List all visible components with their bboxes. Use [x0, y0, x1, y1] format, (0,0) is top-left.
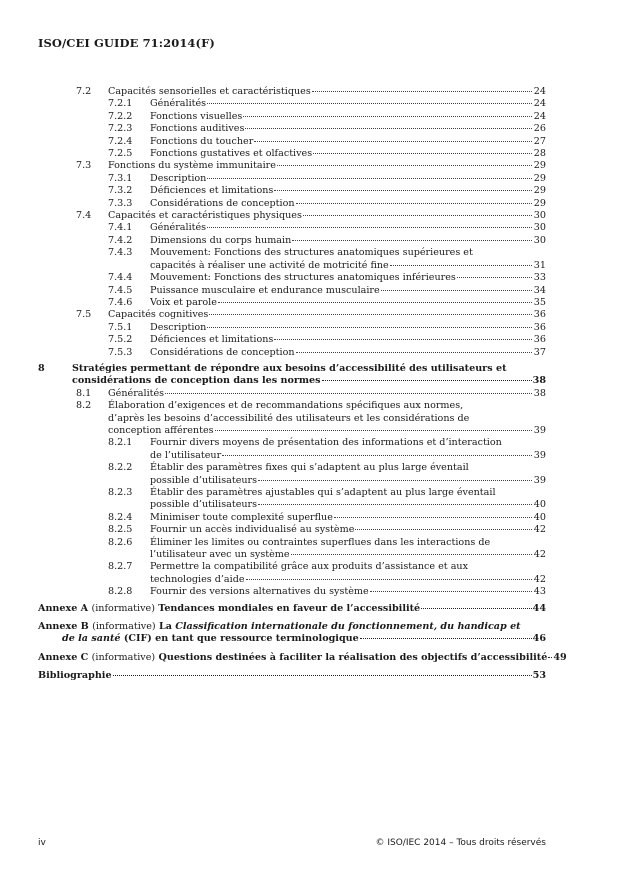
toc-entry[interactable]: [38, 537, 546, 562]
annex-label: Annexe A: [38, 602, 89, 614]
dot-leader: [258, 504, 532, 505]
dot-leader: [246, 579, 532, 580]
toc-entry[interactable]: [38, 586, 546, 598]
dot-leader: [291, 554, 532, 555]
page-ref[interactable]: 39: [533, 474, 546, 486]
section-title: Élaboration d’exigences et de recommandations spécifiques aux normes,: [108, 400, 464, 412]
annex-title: de la santé (CIF) en tant que ressource terminologique: [62, 633, 359, 645]
dot-leader: [207, 103, 532, 104]
section-title: l’utilisateur avec un système: [150, 549, 290, 561]
toc-entry[interactable]: [38, 111, 546, 123]
page-ref[interactable]: 35: [533, 296, 546, 308]
section-number: 7.3.3: [108, 197, 133, 209]
toc-entry[interactable]: [38, 437, 546, 462]
dot-leader: [355, 529, 532, 530]
annex-entry[interactable]: [38, 621, 546, 646]
page-ref[interactable]: 44: [532, 602, 546, 614]
section-number: 8.2.4: [108, 511, 133, 523]
section-number: 7.5: [76, 309, 92, 321]
page-ref[interactable]: 30: [533, 222, 546, 234]
toc-entry[interactable]: [38, 309, 546, 321]
section-number: 8.2.5: [108, 524, 133, 536]
document-id: ISO/CEI GUIDE 71:2014(F): [38, 36, 215, 50]
page-ref[interactable]: 42: [533, 573, 546, 585]
page-ref[interactable]: 40: [533, 499, 546, 511]
section-title: possible d’utilisateurs: [150, 474, 258, 486]
section-title: Description: [150, 321, 207, 333]
section-title: Capacités cognitives: [108, 309, 209, 321]
page-ref[interactable]: 24: [533, 86, 546, 97]
section-title: Puissance musculaire et endurance musculaire: [150, 284, 380, 296]
page-ref[interactable]: 37: [533, 346, 546, 358]
toc-entry[interactable]: [38, 334, 546, 346]
toc-entry[interactable]: [38, 160, 546, 172]
page-ref[interactable]: 38: [533, 387, 546, 399]
dot-leader: [207, 227, 532, 228]
page-ref[interactable]: 34: [533, 284, 546, 296]
page-ref[interactable]: 40: [533, 511, 546, 523]
dot-leader: [207, 327, 532, 328]
toc-entry[interactable]: [38, 235, 546, 247]
section-number: 7.2.3: [108, 123, 133, 135]
dot-leader: [457, 277, 532, 278]
dot-leader: [292, 240, 532, 241]
toc-entry[interactable]: [38, 524, 546, 536]
page-ref[interactable]: 26: [533, 123, 546, 135]
section-title: Stratégies permettant de répondre aux besoins d’accessibilité des utilisateurs et: [72, 362, 507, 374]
section-number: 7.5.2: [108, 334, 133, 346]
section-number: 8.2.6: [108, 536, 133, 548]
page-ref[interactable]: 46: [532, 633, 546, 645]
page-ref[interactable]: 38: [532, 375, 546, 387]
section-number: 7.3: [76, 160, 92, 172]
section-number: 7.5.1: [108, 321, 133, 333]
dot-leader: [254, 141, 532, 142]
section-title: Éliminer les limites ou contraintes superflues dans les interactions de: [150, 536, 491, 548]
section-title: Fonctions visuelles: [150, 110, 243, 122]
toc-entry[interactable]: [38, 272, 546, 284]
toc-entry[interactable]: [38, 185, 546, 197]
page-ref[interactable]: 36: [533, 309, 546, 321]
section-title: technologies d’aide: [150, 573, 245, 585]
dot-leader: [322, 380, 532, 381]
section-number: 7.4: [76, 210, 92, 222]
page-ref[interactable]: 39: [533, 424, 546, 436]
section-title: considérations de conception dans les normes: [72, 375, 321, 387]
section-number: 7.2.2: [108, 110, 133, 122]
section-title: Fournir des versions alternatives du système: [150, 586, 369, 598]
section-title: Généralités: [150, 222, 207, 234]
section-title: Fonctions du toucher: [150, 135, 254, 147]
section-title: Déficiences et limitations: [150, 185, 274, 197]
dot-leader: [312, 91, 532, 92]
annex-type: (informative): [91, 651, 156, 663]
page-ref[interactable]: 30: [533, 210, 546, 222]
dot-leader: [207, 178, 532, 179]
toc-entry[interactable]: [38, 285, 546, 297]
section-number: 8.2.7: [108, 561, 133, 573]
section-title: d’après les besoins d’accessibilité des utilisateurs et les considérations de: [108, 412, 470, 424]
section-number: 7.4.3: [108, 247, 133, 259]
table-of-contents: [38, 86, 567, 683]
section-title: conception afférentes: [108, 424, 214, 436]
annex-type: (informative): [92, 621, 156, 633]
dot-leader: [277, 165, 532, 166]
dot-leader: [381, 290, 532, 291]
toc-entry[interactable]: [38, 173, 546, 185]
annex-title: Questions destinées à faciliter la réalisation des objectifs d’accessibilité: [158, 651, 548, 663]
section-number: 8.2.2: [108, 462, 133, 474]
section-number: 7.2: [76, 86, 92, 97]
dot-leader: [296, 203, 532, 204]
annex-label: Annexe C: [38, 651, 89, 663]
dot-leader: [296, 352, 532, 353]
toc-entry[interactable]: [38, 347, 546, 359]
page-ref[interactable]: 30: [533, 234, 546, 246]
section-title: Dimensions du corps humain: [150, 234, 292, 246]
page-ref[interactable]: 33: [533, 272, 546, 284]
section-number: 8.2.1: [108, 437, 133, 449]
section-number: 8: [38, 362, 45, 374]
dot-leader: [360, 638, 532, 639]
toc-entry[interactable]: [38, 388, 546, 400]
section-title: Fonctions auditives: [150, 123, 245, 135]
section-number: 7.4.1: [108, 222, 133, 234]
section-number: 8.2.8: [108, 586, 133, 598]
page-ref[interactable]: 29: [533, 172, 546, 184]
section-title: Fournir divers moyens de présentation des informations et d’interaction: [150, 437, 502, 449]
toc-entry[interactable]: [38, 512, 546, 524]
dot-leader: [245, 128, 532, 129]
annex-title: Tendances mondiales en faveur de l’accessibilité: [158, 602, 421, 614]
dot-leader: [258, 480, 532, 481]
section-title: Minimiser toute complexité superflue: [150, 511, 333, 523]
page-ref[interactable]: 39: [533, 449, 546, 461]
page-ref[interactable]: 42: [533, 524, 546, 536]
annex-title: La Classification internationale du fonctionnement, du handicap et: [158, 621, 521, 633]
section-number: 7.4.2: [108, 234, 133, 246]
annex-type: (informative): [91, 602, 155, 614]
section-title: Déficiences et limitations: [150, 334, 274, 346]
page-ref[interactable]: 36: [533, 321, 546, 333]
page-ref[interactable]: 49: [553, 651, 567, 663]
section-number: 8.1: [76, 387, 92, 399]
toc-entry[interactable]: [38, 86, 546, 98]
annex-entry[interactable]: [38, 651, 567, 664]
page-ref[interactable]: 43: [533, 586, 546, 598]
page-ref[interactable]: 24: [533, 110, 546, 122]
toc-entry[interactable]: [38, 148, 546, 160]
page-ref[interactable]: 36: [533, 334, 546, 346]
section-number: 7.3.2: [108, 185, 133, 197]
page-ref[interactable]: 42: [533, 549, 546, 561]
section-title: Fonctions du système immunitaire: [108, 160, 276, 172]
section-number: 7.2.1: [108, 98, 133, 110]
section-number: 8.2.3: [108, 487, 133, 498]
section-number: 7.2.5: [108, 148, 133, 160]
page-number: iv: [38, 838, 46, 848]
page-ref[interactable]: 29: [533, 185, 546, 197]
dot-leader: [390, 265, 532, 266]
dot-leader: [274, 339, 532, 340]
page-ref[interactable]: 29: [533, 160, 546, 172]
section-title: de l’utilisateur: [150, 449, 222, 461]
toc-entry[interactable]: [38, 198, 546, 210]
dot-leader: [334, 517, 532, 518]
dot-leader: [274, 190, 532, 191]
dot-leader: [548, 657, 552, 658]
page-ref[interactable]: 24: [533, 98, 546, 110]
page-ref[interactable]: 29: [533, 197, 546, 209]
section-title: Généralités: [150, 98, 207, 110]
section-number: 7.2.4: [108, 135, 133, 147]
section-title: capacités à réaliser une activité de motricité fine: [150, 259, 389, 271]
toc-entry[interactable]: [38, 322, 546, 334]
toc-entry[interactable]: [38, 400, 546, 437]
annex-label: Bibliographie: [38, 670, 112, 682]
dot-leader: [222, 455, 532, 456]
section-number: 7.4.6: [108, 296, 133, 308]
toc-entry[interactable]: [38, 561, 546, 586]
section-number: 7.5.3: [108, 346, 133, 358]
toc-entry[interactable]: [38, 123, 546, 135]
section-title: Établir des paramètres fixes qui s’adaptent au plus large éventail: [150, 462, 469, 474]
dot-leader: [370, 591, 532, 592]
dot-leader: [313, 153, 532, 154]
toc-entry[interactable]: [38, 487, 546, 512]
section-number: 7.4.4: [108, 272, 133, 284]
dot-leader: [113, 675, 532, 676]
annex-label: Annexe B: [38, 621, 89, 633]
section-title: Considérations de conception: [150, 197, 295, 209]
page-ref[interactable]: 28: [533, 148, 546, 160]
section-title: Généralités: [108, 387, 165, 399]
dot-leader: [421, 608, 531, 609]
section-title: Fournir un accès individualisé au système: [150, 524, 355, 536]
section-title: Voix et parole: [150, 296, 217, 308]
section-number: 7.4.5: [108, 284, 133, 296]
toc-entry[interactable]: [38, 98, 546, 110]
copyright-notice: © ISO/IEC 2014 – Tous droits réservés: [375, 838, 546, 848]
section-title: Considérations de conception: [150, 346, 295, 358]
page-ref[interactable]: 53: [532, 670, 546, 682]
section-title: possible d’utilisateurs: [150, 499, 258, 511]
dot-leader: [215, 430, 532, 431]
dot-leader: [165, 393, 532, 394]
dot-leader: [303, 215, 532, 216]
section-title: Fonctions gustatives et olfactives: [150, 148, 313, 160]
toc-entry[interactable]: [38, 297, 546, 309]
toc-entry[interactable]: [38, 363, 546, 388]
toc-entry[interactable]: [38, 222, 546, 234]
annex-entry[interactable]: [38, 603, 546, 615]
annex-entry[interactable]: [38, 670, 546, 682]
section-title: Capacités sensorielles et caractéristiques: [108, 86, 311, 97]
toc-entry[interactable]: [38, 210, 546, 222]
page-ref[interactable]: 27: [533, 135, 546, 147]
page-ref[interactable]: 31: [533, 259, 546, 271]
section-number: 8.2: [76, 400, 92, 412]
dot-leader: [243, 116, 532, 117]
toc-entry[interactable]: [38, 136, 546, 148]
section-title: Capacités et caractéristiques physiques: [108, 210, 302, 222]
section-title: Établir des paramètres ajustables qui s’adaptent au plus large éventail: [150, 487, 496, 498]
dot-leader: [218, 302, 532, 303]
dot-leader: [209, 314, 532, 315]
section-number: 7.3.1: [108, 172, 133, 184]
section-title: Description: [150, 172, 207, 184]
section-title: Mouvement: Fonctions des structures anatomiques supérieures et: [150, 247, 473, 259]
toc-entry[interactable]: [38, 247, 546, 272]
section-title: Permettre la compatibilité grâce aux produits d’assistance et aux: [150, 561, 469, 573]
section-title: Mouvement: Fonctions des structures anatomiques inférieures: [150, 272, 456, 284]
toc-entry[interactable]: [38, 462, 546, 487]
